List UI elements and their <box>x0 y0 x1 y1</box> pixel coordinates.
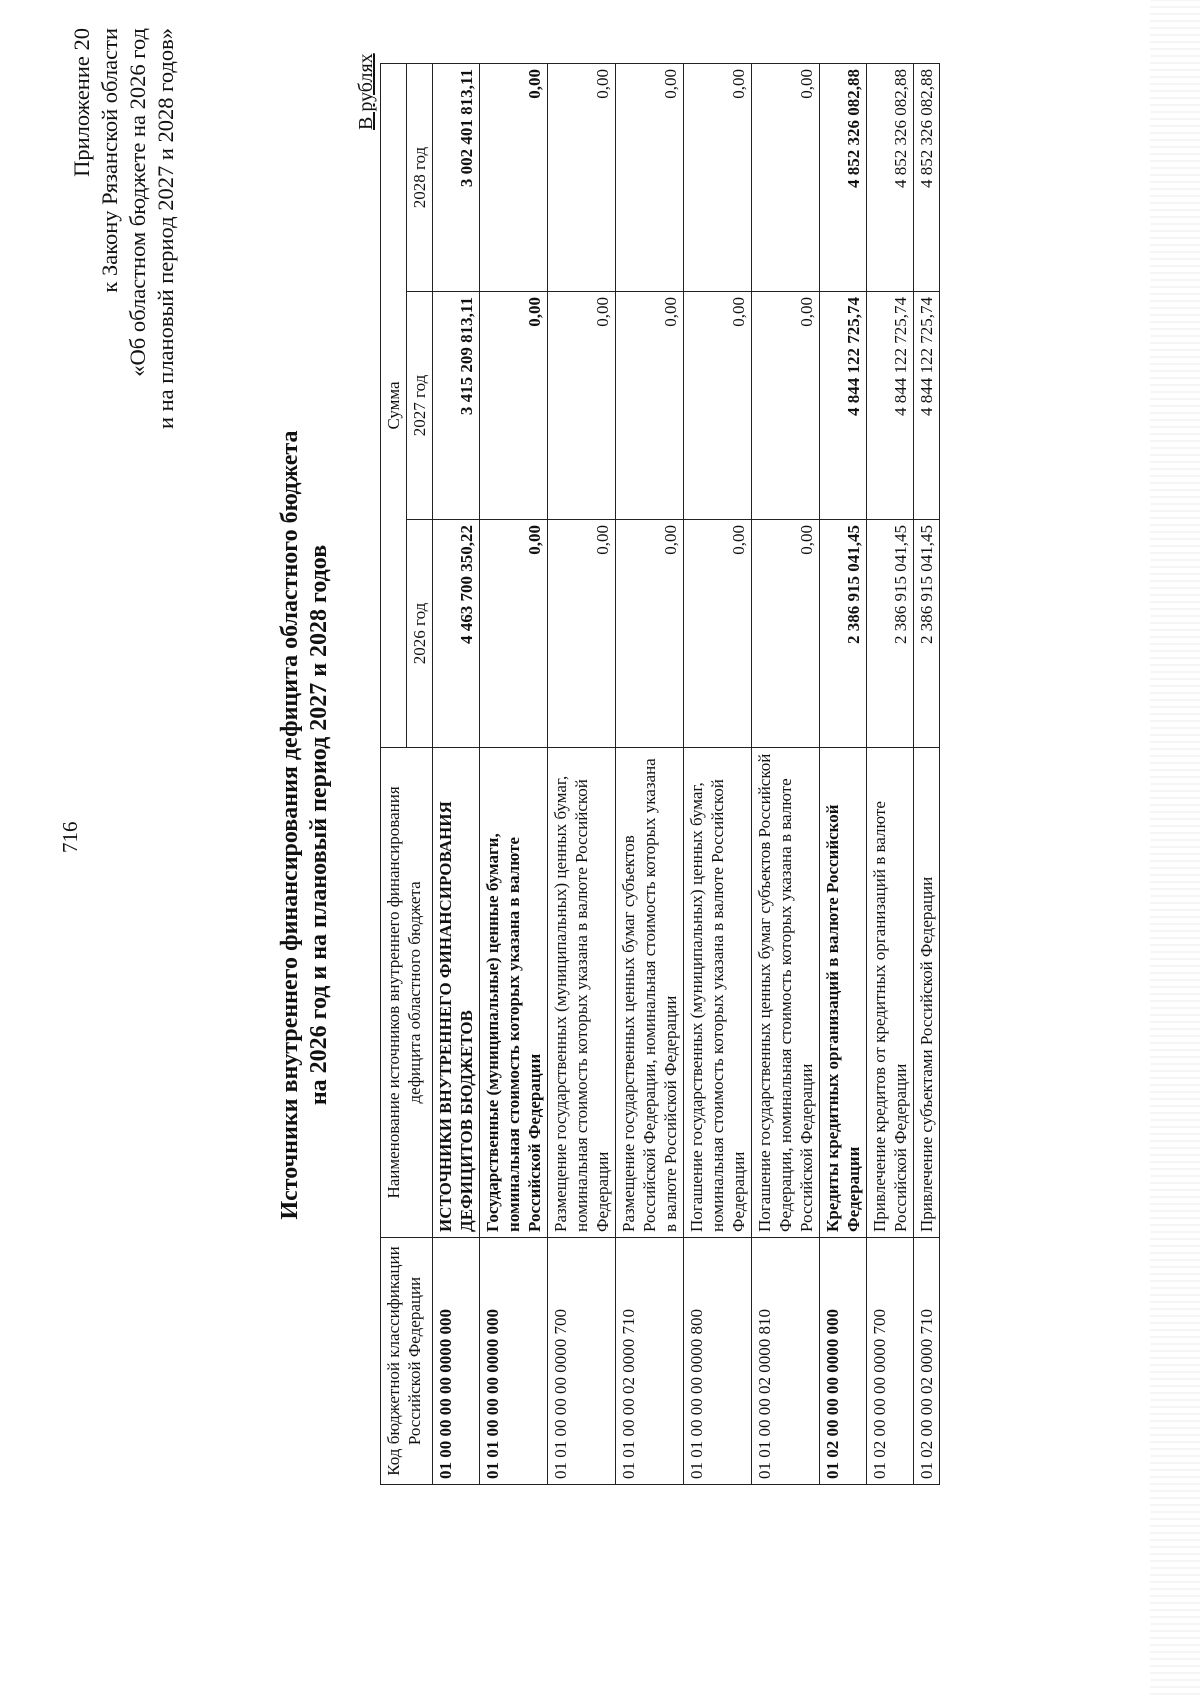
table-row <box>480 64 548 1485</box>
row-name: Государственные (муниципальные) ценные бумаги, номинальная стоимость которых указана в валюте Российской Федерации <box>480 747 548 1237</box>
row-value-2028: 3 002 401 813,11 <box>433 64 480 292</box>
row-value-2026: 0,00 <box>684 519 752 747</box>
row-code: 01 02 00 00 02 0000 710 <box>914 1237 940 1484</box>
row-value-2026: 2 386 915 041,45 <box>914 519 940 747</box>
header-2026: 2026 год <box>407 519 433 747</box>
table-row <box>914 64 940 1485</box>
row-value-2028: 0,00 <box>752 64 820 292</box>
row-name: Размещение государственных ценных бумаг субъектов Российской Федерации, номинальная стоимость которых указана в валюте Российской Федерации <box>616 747 684 1237</box>
scan-edge-artifact <box>1150 0 1200 1695</box>
row-value-2027: 4 844 122 725,74 <box>867 292 914 520</box>
row-value-2026: 2 386 915 041,45 <box>867 519 914 747</box>
table-row <box>867 64 914 1485</box>
row-value-2028: 4 852 326 082,88 <box>820 64 867 292</box>
row-code: 01 01 00 00 00 0000 000 <box>480 1237 548 1484</box>
header-name: Наименование источников внутреннего финансирования дефицита областного бюджета <box>381 747 433 1237</box>
document-title <box>276 285 334 1365</box>
row-value-2028: 0,00 <box>616 64 684 292</box>
appendix-line-2: к Закону Рязанской области <box>97 28 122 293</box>
table-row <box>433 64 480 1485</box>
row-value-2027: 0,00 <box>616 292 684 520</box>
row-code: 01 02 00 00 00 0000 700 <box>867 1237 914 1484</box>
page-number: 716 <box>58 821 82 853</box>
header-sum: Сумма <box>381 64 407 748</box>
financing-sources-table <box>380 63 940 1485</box>
table-row <box>616 64 684 1485</box>
row-value-2027: 3 415 209 813,11 <box>433 292 480 520</box>
row-code: 01 01 00 00 02 0000 810 <box>752 1237 820 1484</box>
header-2028: 2028 год <box>407 64 433 292</box>
appendix-line-3: «Об областном бюджете на 2026 год <box>125 28 150 377</box>
row-value-2028: 0,00 <box>684 64 752 292</box>
row-name: Погашение государственных ценных бумаг субъектов Российской Федерации, номинальная стоимость которых указана в валюте Российской Федерации <box>752 747 820 1237</box>
row-value-2026: 0,00 <box>752 519 820 747</box>
row-code: 01 01 00 00 02 0000 710 <box>616 1237 684 1484</box>
row-name: ИСТОЧНИКИ ВНУТРЕННЕГО ФИНАНСИРОВАНИЯ ДЕФИЦИТОВ БЮДЖЕТОВ <box>433 747 480 1237</box>
table-row <box>820 64 867 1485</box>
table-row <box>752 64 820 1485</box>
row-value-2026: 0,00 <box>480 519 548 747</box>
header-code: Код бюджетной классификации Российской Федерации <box>381 1237 433 1484</box>
row-value-2027: 0,00 <box>684 292 752 520</box>
appendix-block <box>68 0 180 600</box>
appendix-line-1: Приложение 20 <box>69 28 94 177</box>
row-value-2028: 4 852 326 082,88 <box>914 64 940 292</box>
row-code: 01 02 00 00 00 0000 000 <box>820 1237 867 1484</box>
table-row <box>684 64 752 1485</box>
row-value-2026: 0,00 <box>548 519 616 747</box>
appendix-line-4: и на плановый период 2027 и 2028 годов» <box>153 28 178 430</box>
row-value-2028: 4 852 326 082,88 <box>867 64 914 292</box>
row-code: 01 00 00 00 00 0000 000 <box>433 1237 480 1484</box>
table-header-row <box>381 64 407 1485</box>
row-value-2027: 0,00 <box>480 292 548 520</box>
table-row <box>548 64 616 1485</box>
row-code: 01 01 00 00 00 0000 800 <box>684 1237 752 1484</box>
title-line-2: на 2026 год и на плановый период 2027 и 2028 годов <box>306 544 332 1106</box>
row-value-2027: 0,00 <box>548 292 616 520</box>
row-code: 01 01 00 00 00 0000 700 <box>548 1237 616 1484</box>
row-value-2028: 0,00 <box>480 64 548 292</box>
row-name: Привлечение кредитов от кредитных организаций в валюте Российской Федерации <box>867 747 914 1237</box>
unit-label: В рублях <box>355 53 377 130</box>
row-value-2026: 0,00 <box>616 519 684 747</box>
row-value-2028: 0,00 <box>548 64 616 292</box>
row-name: Кредиты кредитных организаций в валюте Российской Федерации <box>820 747 867 1237</box>
row-name: Погашение государственных (муниципальных) ценных бумаг, номинальная стоимость которых указана в валюте Российской Федерации <box>684 747 752 1237</box>
row-name: Размещение государственных (муниципальных) ценных бумаг, номинальная стоимость которых указана в валюте Российской Федерации <box>548 747 616 1237</box>
title-line-1: Источники внутреннего финансирования дефицита областного бюджета <box>277 430 303 1220</box>
row-value-2026: 4 463 700 350,22 <box>433 519 480 747</box>
row-value-2027: 4 844 122 725,74 <box>820 292 867 520</box>
row-name: Привлечение субъектами Российской Федерации <box>914 747 940 1237</box>
row-value-2027: 4 844 122 725,74 <box>914 292 940 520</box>
row-value-2027: 0,00 <box>752 292 820 520</box>
row-value-2026: 2 386 915 041,45 <box>820 519 867 747</box>
header-2027: 2027 год <box>407 292 433 520</box>
financing-table-wrapper <box>380 63 940 1485</box>
